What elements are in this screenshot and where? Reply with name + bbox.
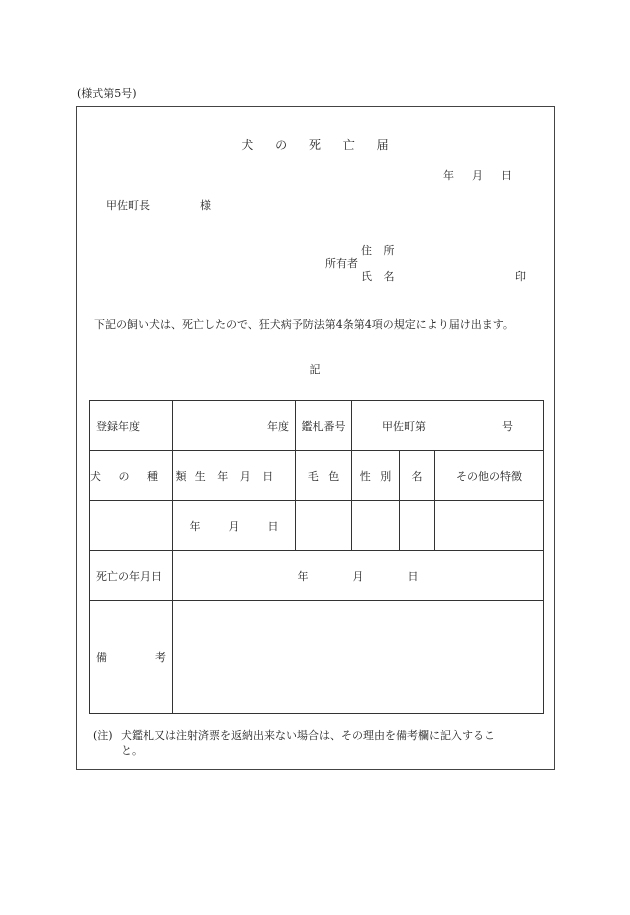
footnote-text-continued: と。	[121, 744, 143, 757]
header-color: 毛 色	[296, 451, 352, 501]
death-day: 日	[407, 569, 419, 583]
dob-month: 月	[228, 519, 240, 533]
breed-field[interactable]	[90, 501, 173, 551]
sex-field[interactable]	[352, 501, 400, 551]
header-name: 名	[400, 451, 435, 501]
footnote-text: 犬鑑札又は注射済票を返納出来ない場合は、その理由を備考欄に記入するこ	[121, 729, 495, 742]
header-sex: 性 別	[352, 451, 400, 501]
remarks-label-1: 備	[96, 651, 107, 664]
addressee-name: 甲佐町長	[106, 199, 150, 212]
header-dob: 生 年 月 日	[173, 451, 296, 501]
death-date-label: 死亡の年月日	[90, 551, 173, 601]
header-features: その他の特徴	[435, 451, 544, 501]
tag-suffix: 号	[502, 419, 513, 433]
table-row-remarks	[90, 601, 544, 714]
color-field[interactable]	[296, 501, 352, 551]
name-field[interactable]	[400, 501, 435, 551]
date-day-label: 日	[501, 169, 512, 182]
tag-number-label: 鑑札番号	[296, 401, 352, 451]
owner-label: 所有者	[325, 257, 358, 270]
reg-year-field[interactable]	[173, 401, 296, 451]
owner-address-label: 住 所	[361, 244, 399, 257]
table-row-death-date	[90, 551, 544, 601]
table-row-headers	[90, 451, 544, 501]
table-row-dog-entry	[90, 501, 544, 551]
details-table	[89, 400, 544, 714]
owner-name-label: 氏 名	[361, 270, 399, 283]
death-date-field[interactable]	[173, 551, 544, 601]
reg-year-label: 登録年度	[90, 401, 173, 451]
table-row-registration	[90, 401, 544, 451]
death-year: 年	[297, 569, 309, 583]
remarks-label-2: 考	[155, 651, 166, 664]
form-number: (様式第5号)	[77, 87, 137, 100]
death-month: 月	[352, 569, 364, 583]
footnote-mark: (注)	[93, 729, 113, 742]
date-month-label: 月	[472, 169, 483, 182]
addressee-honorific: 様	[200, 199, 211, 212]
remarks-label-cell	[90, 601, 173, 714]
dob-field[interactable]	[173, 501, 296, 551]
form-title: 犬 の 死 亡 届	[241, 138, 389, 152]
declaration-statement: 下記の飼い犬は、死亡したので、狂犬病予防法第4条第4項の規定により届け出ます。	[94, 318, 514, 331]
ki-heading: 記	[309, 363, 321, 376]
seal-label: 印	[515, 270, 526, 283]
tag-prefix: 甲佐町第	[382, 419, 426, 433]
dob-day: 日	[267, 519, 279, 533]
features-field[interactable]	[435, 501, 544, 551]
reg-year-suffix: 年度	[267, 419, 289, 433]
date-year-label: 年	[443, 169, 454, 182]
tag-number-field[interactable]	[352, 401, 544, 451]
submission-date	[443, 167, 512, 183]
remarks-field[interactable]	[173, 601, 544, 714]
header-breed: 犬 の 種 類	[90, 451, 173, 501]
dob-year: 年	[189, 519, 201, 533]
